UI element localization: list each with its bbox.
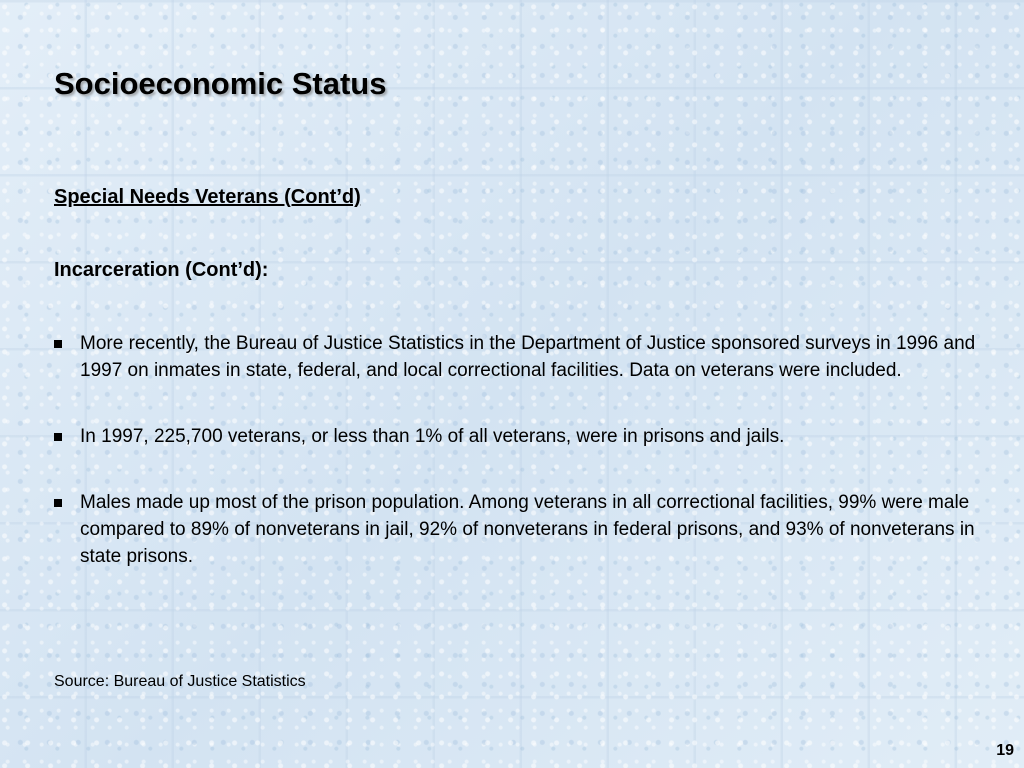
bullet-item	[54, 423, 984, 450]
square-bullet-icon	[54, 499, 62, 507]
slide-title: Socioeconomic Status	[54, 66, 387, 101]
slide-subtitle: Special Needs Veterans (Cont’d)	[54, 186, 361, 208]
square-bullet-icon	[54, 433, 62, 441]
bullet-item	[54, 330, 984, 384]
bullet-text: In 1997, 225,700 veterans, or less than 1% of all veterans, were in prisons and jails.	[80, 426, 785, 447]
source-note: Source: Bureau of Justice Statistics	[54, 673, 306, 690]
page-number: 19	[996, 742, 1014, 759]
bullet-text: Males made up most of the prison population. Among veterans in all correctional facilities, 99% were male compared to 89% of nonveterans in jail, 92% of nonveterans in federal prisons, and 93% of nonveterans in state prisons.	[80, 492, 975, 567]
bullet-item	[54, 489, 984, 570]
square-bullet-icon	[54, 340, 62, 348]
bullet-list	[54, 330, 984, 609]
bullet-text: More recently, the Bureau of Justice Statistics in the Department of Justice sponsored surveys in 1996 and 1997 on inmates in state, federal, and local correctional facilities. Data on veterans were included.	[80, 333, 976, 381]
section-heading: Incarceration (Cont’d):	[54, 259, 269, 281]
